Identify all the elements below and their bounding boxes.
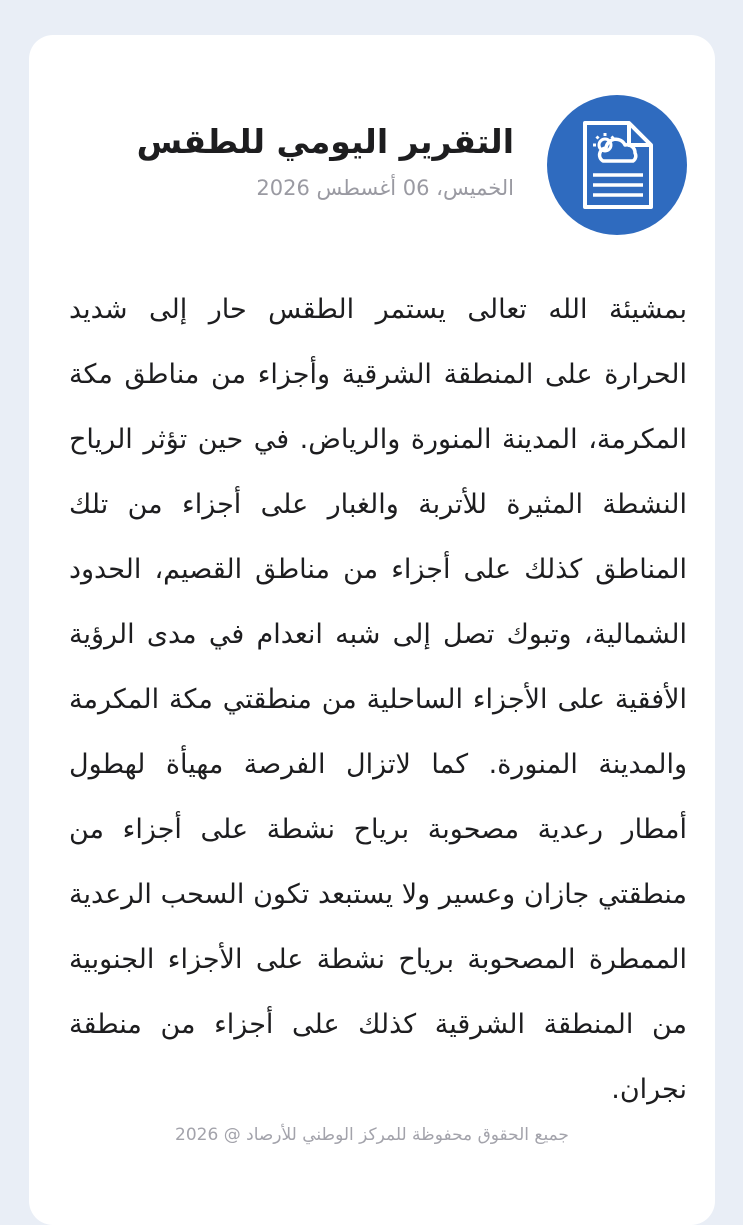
weather-report-icon <box>547 95 687 235</box>
report-titles <box>137 120 514 202</box>
report-card <box>29 35 715 1225</box>
report-date: الخميس، 06 أغسطس 2026 <box>256 176 514 200</box>
report-title: التقرير اليومي للطقس <box>136 122 514 161</box>
document-weather-icon <box>577 119 657 211</box>
copyright-footer: جميع الحقوق محفوظة للمركز الوطني للأرصاد @ 2026 <box>175 1125 569 1145</box>
report-header <box>29 35 715 235</box>
report-body: بمشيئة الله تعالى يستمر الطقس حار إلى شديد الحرارة على المنطقة الشرقية وأجزاء من مناطق مكة المكرمة، المدينة المنورة والرياض. في حين تؤثر الرياح النشطة المثيرة للأتربة والغبار على أجزاء من تلك المناطق كذلك على أجزاء من مناطق القصيم، الحدود الشمالية، وتبوك تصل إلى شبه انعدام في مدى الرؤية الأفقية على الأجزاء الساحلية من منطقتي مكة المكرمة والمدينة المنورة. كما لاتزال الفرصة مهيأة لهطول أمطار رعدية مصحوبة برياح نشطة على أجزاء من منطقتي جازان وعسير ولا يستبعد تكون السحب الرعدية الممطرة المصحوبة برياح نشطة على الأجزاء الجنوبية من المنطقة الشرقية كذلك على أجزاء من منطقة نجران. <box>69 294 687 1105</box>
